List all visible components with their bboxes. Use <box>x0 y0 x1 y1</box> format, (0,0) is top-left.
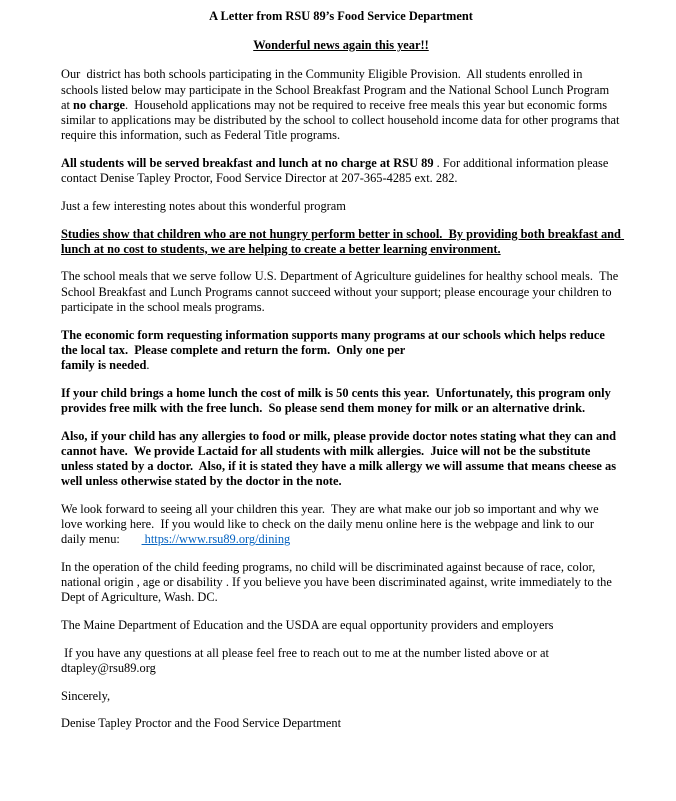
text-run: If you have any questions at all please feel free to reach out to me at the number listed above or at dtapley@rsu89.org <box>61 645 552 675</box>
paragraph-milk-cost <box>61 386 621 416</box>
text-run-bold: no charge <box>73 97 126 112</box>
daily-menu-link[interactable]: https://www.rsu89.org/dining <box>141 532 291 547</box>
paragraph-community-eligible-provision <box>61 67 621 143</box>
text-run: Denise Tapley Proctor and the Food Service Department <box>61 716 342 731</box>
text-run-bold: Also, if your child has any allergies to food or milk, please provide doctor notes stating what they can and cannot have. We provide Lactaid for all students with milk allergies. Juice will not be the substitute unless stated by a doctor. Also, if it is stated they have a milk allergy we will assume that means cheese as well unless otherwise stated by the doctor in the note. <box>61 428 620 489</box>
letter-title: A Letter from RSU 89’s Food Service Department <box>209 9 473 23</box>
text-run: The school meals that we serve follow U.S. Department of Agriculture guidelines for healthy school meals. The School Breakfast and Lunch Programs cannot succeed without your support; please encourage your children to participate in the school meals programs. <box>61 269 622 314</box>
text-run: . <box>146 357 150 372</box>
text-run: Our district has both schools participating in the Community Eligible Provision. All students enrolled in schools listed below may participate in the School Breakfast Program and the National School Lunch Program at <box>61 67 613 112</box>
text-run-bold: family is needed <box>61 357 147 372</box>
paragraph-nondiscrimination <box>61 560 621 606</box>
paragraph-allergies <box>61 429 621 490</box>
text-run: In the operation of the child feeding programs, no child will be discriminated against because of race, color, national origin , age or disability . If you believe you have been discriminated against, write immediately to the Dept of Agriculture, Wash. DC. <box>61 559 615 605</box>
text-run-bold-underline: Studies show that children who are not hungry perform better in school. By providing both breakfast and lunch at no cost to students, we are helping to create a better learning environment. <box>61 226 625 256</box>
paragraph-daily-menu <box>61 502 621 548</box>
paragraph-equal-opportunity <box>61 618 621 633</box>
paragraph-questions-contact <box>61 646 621 676</box>
paragraph-usda-guidelines <box>61 269 621 315</box>
paragraph-economic-form <box>61 328 621 374</box>
letter-subtitle: Wonderful news again this year!! <box>253 38 429 53</box>
paragraph-interesting-notes <box>61 199 621 214</box>
text-run-bold: If your child brings a home lunch the cost of milk is 50 cents this year. Unfortunately, this program only provides free milk with the free lunch. So please send them money for milk or an alternative drink. <box>61 385 614 415</box>
signature-closing <box>61 689 621 704</box>
text-run-bold: The economic form requesting information supports many programs at our schools which helps reduce the local tax. Please complete and return the form. Only one per <box>61 327 609 357</box>
text-run: . Household applications may not be required to receive free meals this year but economic forms similar to applications may be distributed by the school to collect household income data for other programs that require this information, such as Federal Title programs. <box>61 97 623 143</box>
text-run: Sincerely, <box>61 688 111 703</box>
text-run-bold: All students will be served breakfast and lunch at no charge at RSU 89 <box>61 155 434 170</box>
text-run: . For additional information please contact Denise Tapley Proctor, Food Service Director at 207-365-4285 ext. 282. <box>61 155 612 186</box>
text-run: We look forward to seeing all your children this year. They are what make our job so important and why we love working here. If you would like to check on the daily menu online here is the webpage and link to our daily menu: <box>61 501 602 547</box>
text-run: Just a few interesting notes about this wonderful program <box>61 198 346 213</box>
signature-name <box>61 716 621 731</box>
paragraph-no-charge-contact <box>61 156 621 186</box>
text-run: The Maine Department of Education and the USDA are equal opportunity providers and employers <box>61 618 554 633</box>
paragraph-studies-show <box>61 226 625 257</box>
